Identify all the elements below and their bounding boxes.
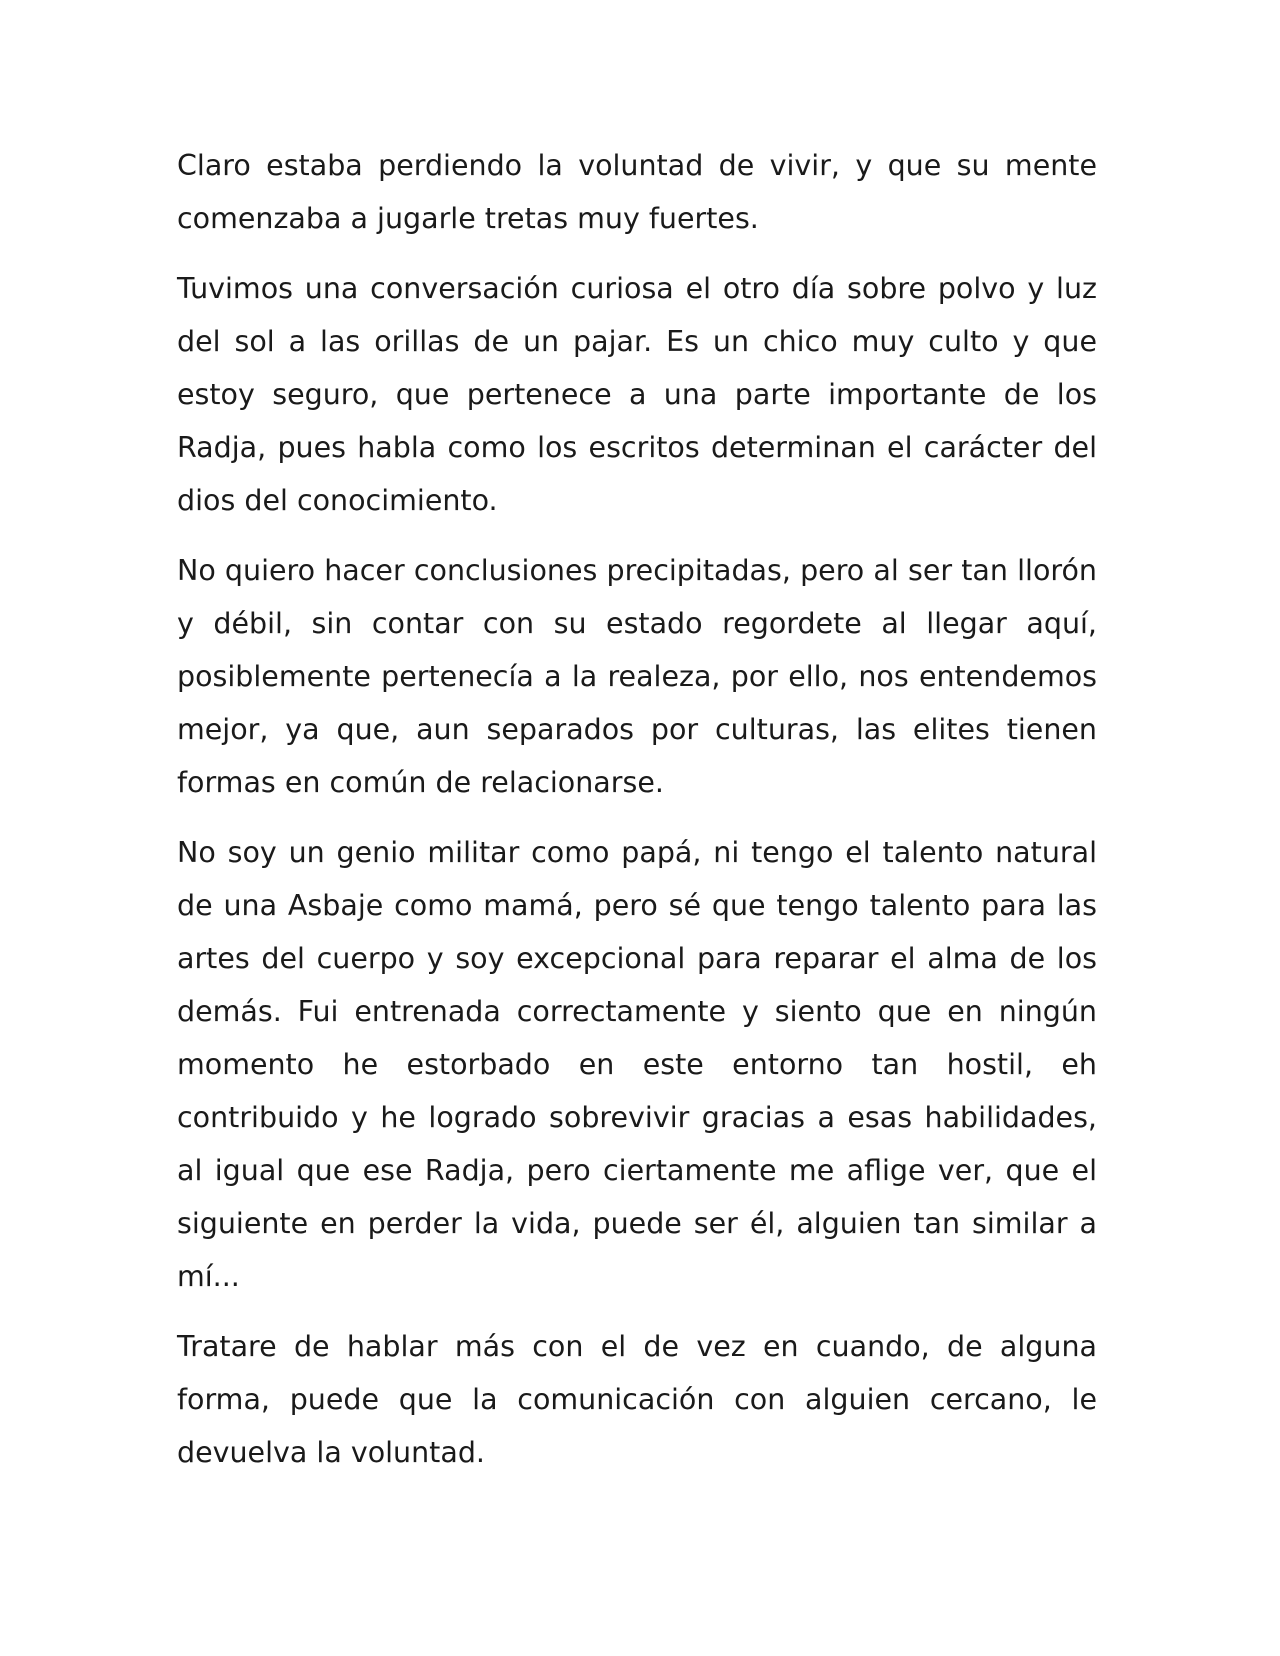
paragraph-3: No quiero hacer conclusiones precipitadas, pero al ser tan llorón y débil, sin contar con su estado regordete al llegar aquí, posiblemente pertenecía a la realeza, por ello, nos entendemos mejor, ya que, aun separados por culturas, las elites tienen formas en común de relacionarse. <box>177 554 1097 799</box>
document-body <box>177 139 1097 1496</box>
paragraph-2: Tuvimos una conversación curiosa el otro día sobre polvo y luz del sol a las orillas de un pajar. Es un chico muy culto y que estoy seguro, que pertenece a una parte importante de los Radja, pues habla como los escritos determinan el carácter del dios del conocimiento. <box>177 272 1097 517</box>
paragraph-4: No soy un genio militar como papá, ni tengo el talento natural de una Asbaje como mamá, pero sé que tengo talento para las artes del cuerpo y soy excepcional para reparar el alma de los demás. Fui entrenada correctamente y siento que en ningún momento he estorbado en este entorno tan hostil, eh contribuido y he logrado sobrevivir gracias a esas habilidades, al igual que ese Radja, pero ciertamente me aflige ver, que el siguiente en perder la vida, puede ser él, alguien tan similar a mí... <box>177 836 1097 1293</box>
paragraph-1: Claro estaba perdiendo la voluntad de vivir, y que su mente comenzaba a jugarle tretas muy fuertes. <box>177 149 1097 235</box>
paragraph-5: Tratare de hablar más con el de vez en cuando, de alguna forma, puede que la comunicación con alguien cercano, le devuelva la voluntad. <box>177 1330 1097 1469</box>
